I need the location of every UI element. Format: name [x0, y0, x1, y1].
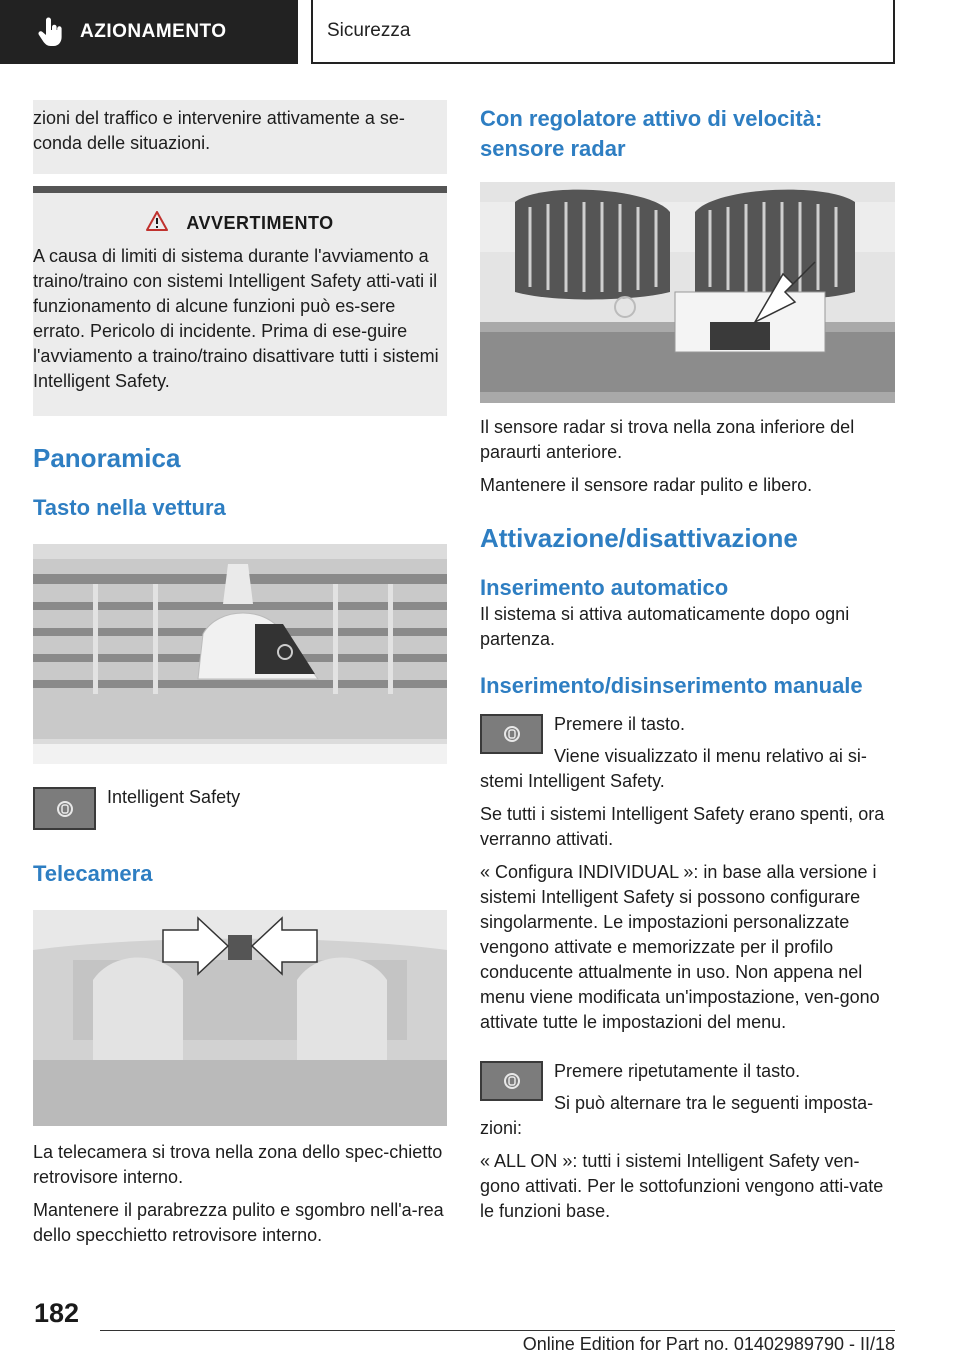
button-legend	[33, 787, 447, 830]
intelligent-safety-key-icon	[480, 714, 543, 754]
alternate-text: Si può alternare tra le seguenti imposta-zioni:	[480, 1093, 874, 1138]
radar-text-2: Mantenere il sensore radar pulito e libero.	[480, 475, 813, 495]
button-label: Intelligent Safety	[107, 787, 241, 807]
individual-text: « Configura INDIVIDUAL »: in base alla versione i sistemi Intelligent Safety si possono configurare singolarmente. Le impostazioni personalizzate vengono attivate e memorizzate per il profilo conducente attualmente in uso. Non appena nel menu viene modificata un'impostazione, ven-gono attivate tutte le impostazioni del menu.	[480, 862, 880, 1032]
auto-text: Il sistema si attiva automaticamente dopo ogni partenza.	[480, 604, 850, 649]
heading-radar: Con regolatore attivo di velocità: sensore radar	[480, 106, 823, 161]
hand-pointer-icon	[38, 17, 68, 47]
intelligent-safety-key-icon	[33, 787, 96, 830]
heading-manual: Inserimento/disinserimento manuale	[480, 673, 863, 698]
footer-rule	[100, 1330, 895, 1331]
section-box	[311, 0, 895, 64]
heading-activation: Attivazione/disattivazione	[480, 523, 798, 553]
warning-triangle-icon	[146, 211, 186, 236]
continued-box	[33, 100, 447, 174]
continued-text: zioni del traffico e intervenire attivamente a se-conda delle situazioni.	[33, 108, 405, 153]
warning-rule	[33, 186, 447, 193]
warning-box	[33, 193, 447, 416]
camera-text-2: Mantenere il parabrezza pulito e sgombro nell'a-rea dello specchietto retrovisore interno.	[33, 1200, 444, 1245]
menu-shown-text: Viene visualizzato il menu relativo ai si-stemi Intelligent Safety.	[480, 746, 867, 791]
chapter-tab	[0, 0, 298, 64]
radar-sensor-photo	[480, 182, 895, 403]
heading-camera: Telecamera	[33, 861, 153, 886]
camera-text-1: La telecamera si trova nella zona dello spec-chietto retrovisore interno.	[33, 1142, 443, 1187]
camera-photo	[33, 910, 447, 1126]
all-on-text: « ALL ON »: tutti i sistemi Intelligent Safety ven-gono attivati. Per le sottofunzioni vengono atti-vate le funzioni base.	[480, 1151, 884, 1221]
press-repeat-text: Premere ripetutamente il tasto.	[554, 1061, 801, 1081]
chapter-title: AZIONAMENTO	[80, 21, 227, 42]
press-key-text: Premere il tasto.	[554, 714, 686, 734]
heading-auto: Inserimento automatico	[480, 575, 729, 600]
warning-header	[33, 211, 447, 236]
if-off-text: Se tutti i sistemi Intelligent Safety erano spenti, ora verranno attivati.	[480, 804, 885, 849]
section-title: Sicurezza	[327, 20, 411, 41]
warning-text: A causa di limiti di sistema durante l'avviamento a traino/traino con sistemi Intelligent Safety atti-vati il funzionamento di alcune funzioni può es-sere errato. Pericolo di incidente. Prima di ese-guire l'avviamento a traino/traino disattivare tutti i sistemi Intelligent Safety.	[33, 246, 439, 391]
heading-button: Tasto nella vettura	[33, 495, 226, 520]
heading-overview: Panoramica	[33, 443, 181, 473]
left-column	[33, 100, 447, 1248]
grille-button-photo	[33, 544, 447, 764]
edition-text: Online Edition for Part no. 01402989790 - II/18	[522, 1334, 895, 1354]
intelligent-safety-key-icon	[480, 1061, 543, 1101]
right-column	[480, 104, 895, 1224]
warning-title: AVVERTIMENTO	[186, 213, 334, 233]
radar-text-1: Il sensore radar si trova nella zona inferiore del paraurti anteriore.	[480, 417, 855, 462]
page-number: 182	[34, 1298, 80, 1328]
